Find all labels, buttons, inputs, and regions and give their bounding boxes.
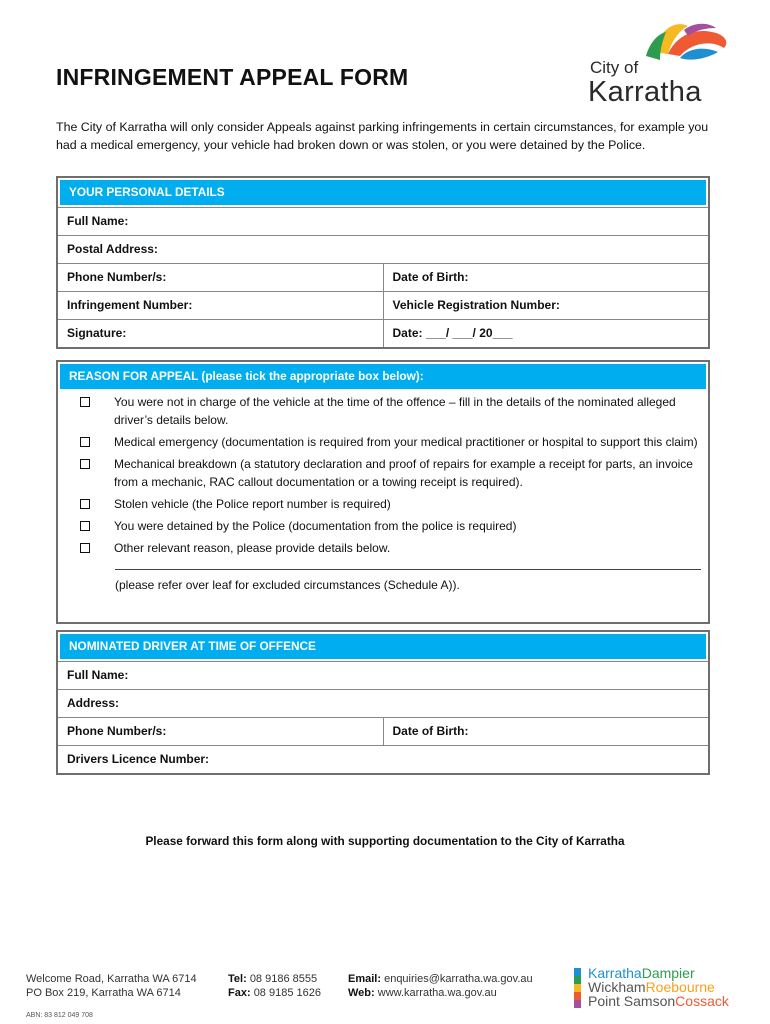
footer-address bbox=[26, 972, 197, 1000]
footer-address-line: PO Box 219, Karratha WA 6714 bbox=[26, 987, 181, 999]
logo-city-of-text: City of bbox=[590, 58, 639, 77]
intro-paragraph: The City of Karratha will only consider Appeals against parking infringements in certain circumstances, for example you had a medical emergency, your vehicle had broken down or was stolen, or you were detained by the Police. bbox=[56, 120, 709, 152]
town-cossack: Cossack bbox=[675, 993, 729, 1009]
reason-checkbox[interactable] bbox=[80, 521, 90, 531]
date-of-birth-field[interactable]: Date of Birth: bbox=[383, 264, 709, 291]
nominated-driver-heading: NOMINATED DRIVER AT TIME OF OFFENCE bbox=[58, 632, 708, 661]
footer bbox=[0, 966, 770, 1024]
fax-number: 08 9185 1626 bbox=[253, 987, 321, 999]
reason-item bbox=[58, 455, 708, 491]
reason-text: Medical emergency (documentation is required from your medical practitioner or hospital to support this claim) bbox=[114, 435, 698, 449]
city-of-karratha-logo bbox=[584, 22, 734, 112]
driver-address-row bbox=[58, 689, 708, 717]
reason-item bbox=[58, 433, 708, 451]
reason-text: Mechanical breakdown (a statutory declaration and proof of repairs for example a receipt for parts, an invoice from a mechanic, RAC callout documentation or a towing receipt is required). bbox=[114, 457, 693, 489]
town-dampier: Dampier bbox=[641, 965, 695, 981]
reason-item bbox=[58, 539, 708, 557]
town-wickham: Wickham bbox=[588, 979, 646, 995]
tel-number[interactable]: 08 9186 8555 bbox=[249, 973, 318, 985]
driver-phone-field[interactable]: Phone Number/s: bbox=[67, 724, 167, 738]
postal-address-row bbox=[58, 235, 708, 263]
driver-full-name-row bbox=[58, 661, 708, 689]
web-link[interactable]: www.karratha.wa.gov.au bbox=[377, 987, 497, 999]
reason-item bbox=[58, 495, 708, 513]
forward-instruction: Please forward this form along with supporting documentation to the City of Karratha bbox=[145, 834, 625, 848]
driver-address-field[interactable]: Address: bbox=[67, 696, 120, 710]
reason-for-appeal-section bbox=[56, 360, 710, 624]
reason-checkbox[interactable] bbox=[80, 397, 90, 407]
driver-full-name-field[interactable]: Full Name: bbox=[67, 668, 129, 682]
driver-licence-row bbox=[58, 745, 708, 773]
infringement-row bbox=[58, 291, 708, 319]
driver-phone-dob-row bbox=[58, 717, 708, 745]
footer-address-line: Welcome Road, Karratha WA 6714 bbox=[26, 973, 197, 985]
full-name-row bbox=[58, 207, 708, 235]
town-roebourne: Roebourne bbox=[645, 979, 715, 995]
town-karratha: Karratha bbox=[588, 965, 642, 981]
reason-text: Other relevant reason, please provide details below. bbox=[114, 541, 391, 555]
reason-checkbox[interactable] bbox=[80, 499, 90, 509]
other-reason-details-line[interactable] bbox=[115, 561, 701, 570]
driver-licence-field[interactable]: Drivers Licence Number: bbox=[67, 752, 210, 766]
vehicle-registration-field[interactable]: Vehicle Registration Number: bbox=[383, 292, 709, 319]
footer-contact bbox=[348, 972, 533, 1000]
logo-karratha-text: Karratha bbox=[588, 76, 702, 108]
driver-dob-field[interactable]: Date of Birth: bbox=[383, 718, 709, 745]
fax-label: Fax: bbox=[228, 987, 251, 999]
nominated-driver-section bbox=[56, 630, 710, 775]
web-label: Web: bbox=[348, 987, 375, 999]
town-point-samson: Point Samson bbox=[588, 993, 676, 1009]
reason-checkbox[interactable] bbox=[80, 459, 90, 469]
date-field[interactable]: Date: ___/ ___/ 20___ bbox=[383, 320, 709, 347]
reason-heading: REASON FOR APPEAL (please tick the appropriate box below): bbox=[58, 362, 708, 391]
form-title: INFRINGEMENT APPEAL FORM bbox=[56, 64, 409, 90]
email-link[interactable]: enquiries@karratha.wa.gov.au bbox=[384, 973, 533, 985]
reason-text: You were not in charge of the vehicle at the time of the offence – fill in the details of the nominated alleged driver’s details below. bbox=[114, 395, 676, 427]
reason-list bbox=[58, 391, 708, 594]
email-label: Email: bbox=[348, 973, 382, 985]
personal-details-heading: YOUR PERSONAL DETAILS bbox=[58, 178, 708, 207]
phone-dob-row bbox=[58, 263, 708, 291]
reason-checkbox[interactable] bbox=[80, 543, 90, 553]
full-name-field[interactable]: Full Name: bbox=[67, 214, 129, 228]
reason-item bbox=[58, 517, 708, 535]
schedule-a-note: (please refer over leaf for excluded circumstances (Schedule A)). bbox=[115, 578, 460, 592]
reason-item bbox=[58, 393, 708, 429]
reason-checkbox[interactable] bbox=[80, 437, 90, 447]
signature-row bbox=[58, 319, 708, 347]
postal-address-field[interactable]: Postal Address: bbox=[67, 242, 158, 256]
reason-text: You were detained by the Police (documentation from the police is required) bbox=[114, 519, 517, 533]
abn-number: ABN: 83 812 049 708 bbox=[26, 1012, 93, 1019]
signature-field[interactable]: Signature: bbox=[67, 326, 127, 340]
personal-details-section bbox=[56, 176, 710, 349]
infringement-number-field[interactable]: Infringement Number: bbox=[67, 298, 193, 312]
footer-phone bbox=[228, 972, 321, 1000]
reason-text: Stolen vehicle (the Police report number is required) bbox=[114, 497, 391, 511]
towns-stripe-icon bbox=[574, 968, 581, 1008]
phone-number-field[interactable]: Phone Number/s: bbox=[67, 270, 167, 284]
tel-label: Tel: bbox=[228, 973, 247, 985]
